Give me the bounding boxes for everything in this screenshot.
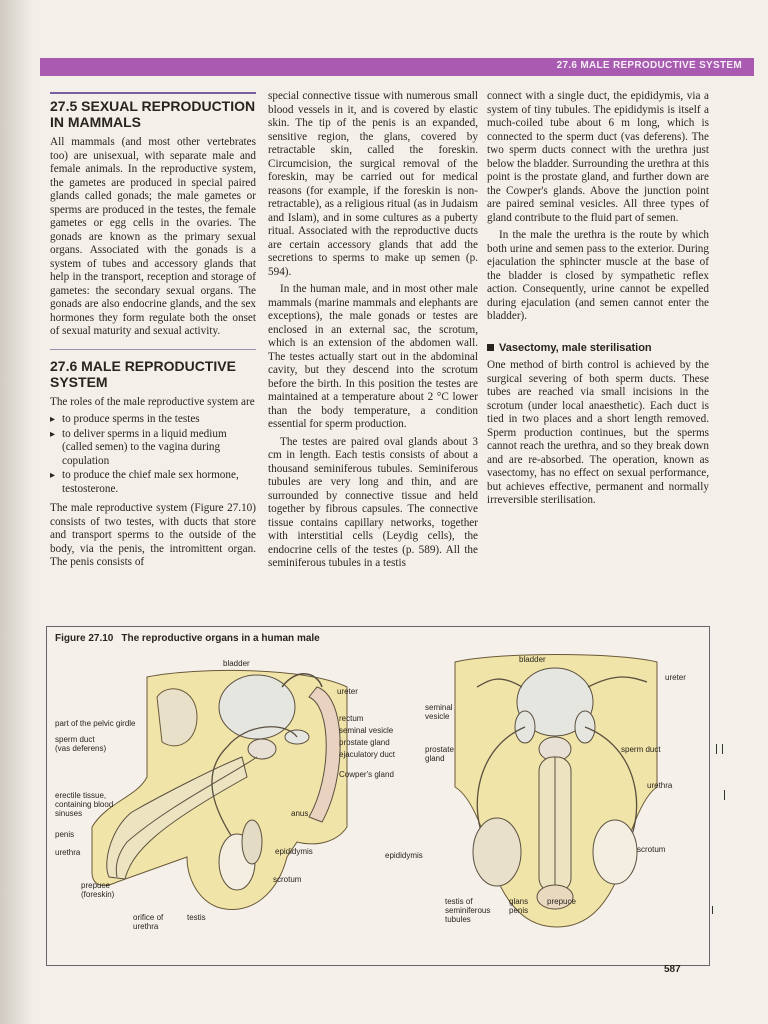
page-number: 587 bbox=[664, 964, 681, 975]
label-r-bladder: bladder bbox=[519, 655, 546, 664]
list-item: ▸ to produce the chief male sex hormone, testosterone. bbox=[50, 469, 256, 496]
column-3 bbox=[487, 90, 709, 512]
label-penis: penis bbox=[55, 830, 75, 839]
paragraph: The roles of the male reproductive system are bbox=[50, 395, 255, 408]
roles-list bbox=[50, 413, 256, 496]
label-r-ureter: ureter bbox=[665, 673, 686, 682]
label-pelvic-girdle: part of the pelvic girdle bbox=[55, 719, 136, 728]
section-divider bbox=[50, 349, 256, 350]
label-r-glans-2: penis bbox=[509, 906, 529, 915]
paragraph: special connective tissue with numerous small blood vessels in it, and is covered by elastic skin. The tip of the penis is an expanded, sensitive region, the glans, covered by retractable skin, called the foreskin. Circumcision, the surgical removal of the foreskin, may be carried out for medical reasons (for example, if the foreskin is non-retractable), as a religious ritual (as in Judaism and Islam), and in some cultures as a puberty ritual. Associated with the reproductive ducts are certain accessory glands that add the secretions to sperms to make up semen (p. 594). bbox=[268, 90, 478, 278]
paragraph: In the male the urethra is the route by which both urine and semen pass to the exterior. During ejaculation the sphincter muscle at the base of the bladder is closed by sympathetic reflex action. Consequently, urine cannot be expelled during ejaculation (and semen cannot enter the bladder). bbox=[487, 229, 709, 322]
list-item: ▸ to produce sperms in the testes bbox=[50, 413, 256, 427]
label-r-sperm-duct: sperm duct bbox=[621, 745, 661, 754]
label-orifice-2: urethra bbox=[133, 922, 159, 931]
label-r-prostate-2: gland bbox=[425, 754, 445, 763]
label-r-seminal-1: seminal bbox=[425, 703, 453, 712]
figure-caption: Figure 27.10 The reproductive organs in a human male bbox=[55, 633, 320, 644]
margin-mark bbox=[724, 790, 725, 800]
label-r-seminal-2: vesicle bbox=[425, 712, 450, 721]
paragraph: The male reproductive system (Figure 27.10) consists of two testes, with ducts that store and transport sperms to the outside of the body, via the penis, the intromittent organ. The penis consists of bbox=[50, 502, 256, 568]
vasectomy-heading: Vasectomy, male sterilisation bbox=[487, 342, 709, 356]
square-bullet-icon bbox=[487, 344, 494, 351]
label-r-epididymis: epididymis bbox=[385, 851, 423, 860]
margin-mark bbox=[712, 906, 713, 914]
label-foreskin: (foreskin) bbox=[81, 890, 115, 899]
running-head-bar bbox=[40, 58, 754, 76]
label-erectile-2: containing blood bbox=[55, 800, 114, 809]
label-anus: anus bbox=[291, 809, 309, 818]
figure-27-10 bbox=[46, 626, 710, 966]
label-erectile-1: erectile tissue, bbox=[55, 791, 107, 800]
label-r-testis-2: seminiferous bbox=[445, 906, 491, 915]
label-bladder: bladder bbox=[223, 659, 250, 668]
paragraph: All mammals (and most other vertebrates too) are unisexual, with separate male and female animals. In the reproductive system, the gametes are produced in special paired glands called gonads; the male gametes or sperms are produced in the testes, the female gametes or egg cells in the ovaries. The gonads are known as the primary sexual organs. Associated with the gonads is a system of tubes and accessory glands that help in the transport, reception and storage of gametes: the secondary sexual organs. The gonads are also endocrine glands, and the sex hormones they form regulate both the onset of sexual maturity and sexual activity. bbox=[50, 136, 256, 337]
label-prepuce: prepuce bbox=[81, 881, 110, 890]
label-r-prostate-1: prostate bbox=[425, 745, 454, 754]
paragraph: In the human male, and in most other male mammals (marine mammals and elephants are exceptions), the male gonads or testes are enclosed in an external sac, the scrotum, which is an extension of the abdomen wall. The testes actually start out in the abdominal cavity, but they descend into the scrotum before the birth. In this position the testes are maintained at a temperature about 2 °C lower than the body temperature, a condition essential for sperm production. bbox=[268, 283, 478, 430]
label-r-testis-1: testis of bbox=[445, 897, 473, 906]
label-sperm-duct: sperm duct bbox=[55, 735, 95, 744]
label-ureter: ureter bbox=[337, 687, 358, 696]
label-erectile-3: sinuses bbox=[55, 809, 83, 818]
label-vas-deferens: (vas deferens) bbox=[55, 744, 107, 753]
label-r-glans-1: glans bbox=[509, 897, 529, 906]
paragraph: The testes are paired oval glands about 3 cm in length. Each testis consists of about a thousand seminiferous tubules. Seminiferous tubules are very long and thin, and are surrounded by connective tissue and held together by fibrous capsules. The connective tissue contains capillary networks, together with interstitial cells (Leydig cells), the endocrine cells of the testes (p. 589). All the seminiferous tubules in a testis bbox=[268, 435, 478, 569]
page-gutter-shadow bbox=[0, 0, 34, 1024]
label-testis: testis bbox=[187, 913, 206, 922]
frontal-testis-r bbox=[593, 820, 637, 884]
label-prostate-gland: prostate gland bbox=[339, 738, 390, 747]
frontal-testis-l bbox=[473, 818, 521, 886]
margin-mark bbox=[722, 744, 723, 754]
label-scrotum: scrotum bbox=[273, 875, 302, 884]
running-head: 27.6 MALE REPRODUCTIVE SYSTEM bbox=[556, 60, 742, 71]
paragraph: connect with a single duct, the epididymis, via a system of tiny tubules. The epididymis is itself a much-coiled tube about 6 m long, which is connected to the sperm duct (vas deferens). The two sperm ducts connect with the urethra just below the bladder. Surrounding the urethra at this point is the prostate gland, and further down are the Cowper's glands. Above the junction point are paired seminal vesicles. All three types of gland contribute to the fluid part of semen. bbox=[487, 90, 709, 224]
label-r-urethra: urethra bbox=[647, 781, 673, 790]
label-r-prepuce: prepuce bbox=[547, 897, 576, 906]
label-ejaculatory-duct: ejaculatory duct bbox=[339, 750, 396, 759]
paragraph: One method of birth control is achieved by the surgical severing of both sperm ducts. These tubes are reached via small incisions in the scrotum (under local anaesthetic). Each duct is tied in two places and a short length removed. Sperm production continues, but the sperms cannot reach the urethra, and so they break down and are re-absorbed. The operation, known as vasectomy, has no effect on sexual performance, but achieves effective, permanent and normally irreversible sterilisation. bbox=[487, 359, 709, 506]
label-cowpers-gland: Cowper's gland bbox=[339, 770, 394, 779]
section-title-27-5: 27.5 SEXUAL REPRODUCTION IN MAMMALS bbox=[50, 92, 256, 130]
label-seminal-vesicle: seminal vesicle bbox=[339, 726, 394, 735]
section-title-27-6: 27.6 MALE REPRODUCTIVE SYSTEM bbox=[50, 357, 236, 390]
column-2 bbox=[268, 90, 478, 575]
label-r-testis-3: tubules bbox=[445, 915, 471, 924]
label-urethra: urethra bbox=[55, 848, 81, 857]
label-r-scrotum: scrotum bbox=[637, 845, 666, 854]
list-item: ▸ to deliver sperms in a liquid medium (called semen) to the vagina during copulation bbox=[50, 428, 256, 469]
label-rectum: rectum bbox=[339, 714, 364, 723]
label-epididymis: epididymis bbox=[275, 847, 313, 856]
margin-mark bbox=[716, 744, 717, 754]
label-orifice-1: orifice of bbox=[133, 913, 164, 922]
column-1 bbox=[50, 92, 256, 574]
